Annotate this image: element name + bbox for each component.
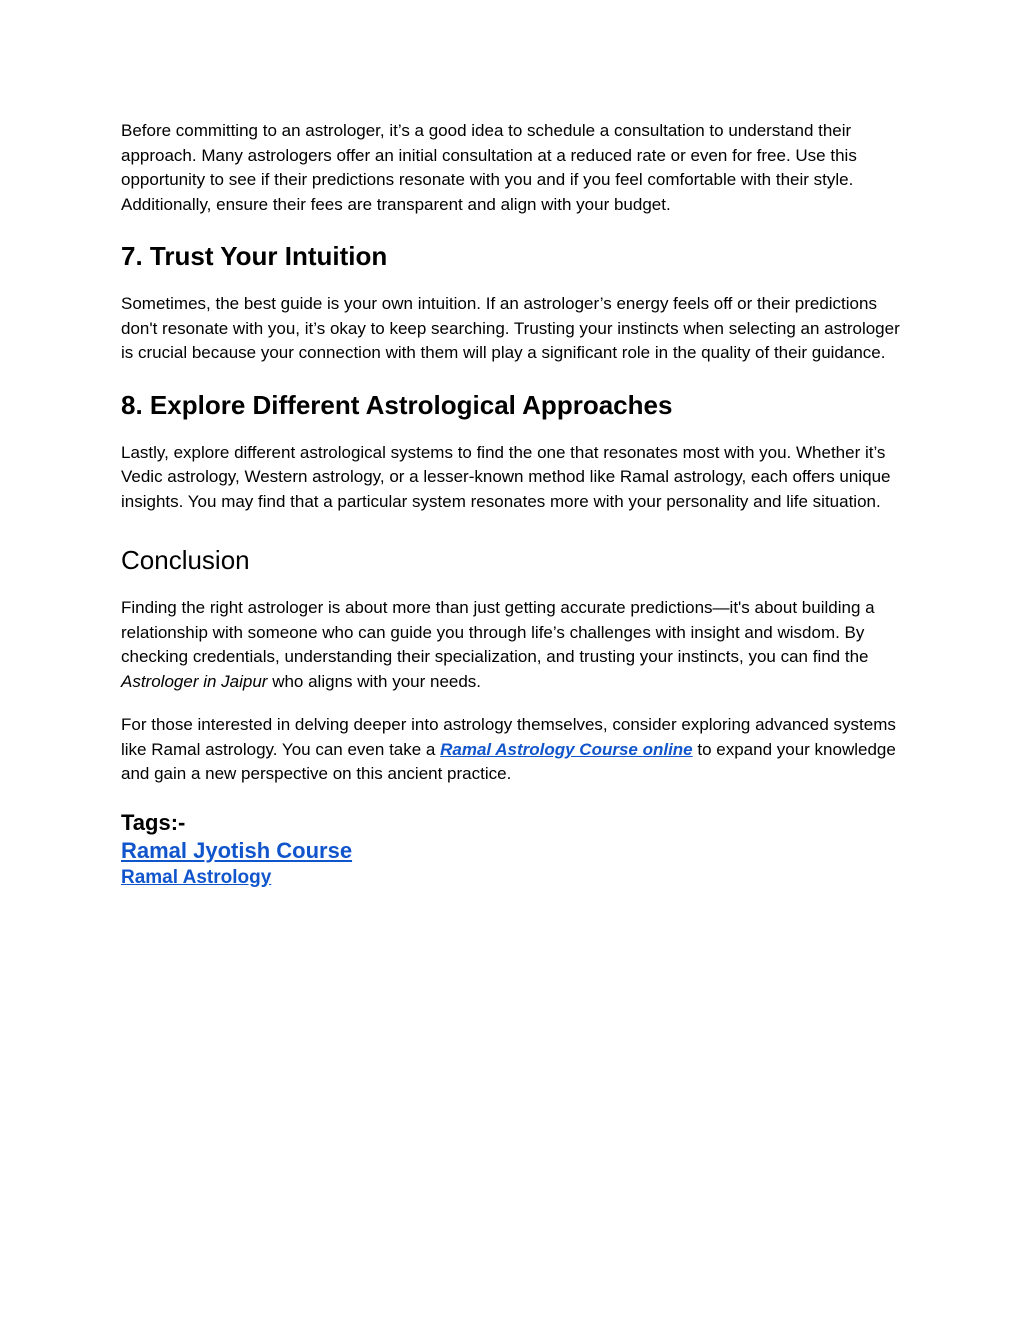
conclusion-paragraph-1 bbox=[121, 596, 911, 694]
conclusion-paragraph-2-end: to expand your knowledge and gain a new perspective on this ancient practice. bbox=[121, 739, 896, 783]
ramal-astrology-course-online-link[interactable]: Ramal Astrology Course online bbox=[440, 739, 693, 759]
intro-paragraph: Before committing to an astrologer, it’s a good idea to schedule a consultation to understand their approach. Many astrologers offer an initial consultation at a reduced rate or even for free. Use this opportunity to see if their predictions resonate with you and if you feel comfortable with their style. Additionally, ensure their fees are transparent and align with your budget. bbox=[121, 121, 857, 214]
document-page bbox=[121, 119, 911, 891]
section-8-heading: 8. Explore Different Astrological Approaches bbox=[121, 389, 673, 420]
tag-link-ramal-astrology[interactable]: Ramal Astrology bbox=[121, 866, 272, 888]
conclusion-paragraph-1-text: Finding the right astrologer is about more than just getting accurate predictions—it's about building a relationship with someone who can guide you through life’s challenges with insight and wisdom. By checking credentials, understanding their specialization, and trusting your instincts, you can find the bbox=[121, 598, 875, 666]
conclusion-paragraph-2 bbox=[121, 713, 911, 787]
conclusion-paragraph-1-end: who aligns with your needs. bbox=[267, 671, 482, 691]
conclusion-heading: Conclusion bbox=[121, 545, 250, 575]
tag-link-ramal-jyotish-course[interactable]: Ramal Jyotish Course bbox=[121, 837, 353, 863]
section-7-body: Sometimes, the best guide is your own intuition. If an astrologer’s energy feels off or their predictions don't resonate with you, it’s okay to keep searching. Trusting your instincts when selecting an astrologer is crucial because your connection with them will play a significant role in the quality of their guidance. bbox=[121, 294, 900, 362]
section-8-body: Lastly, explore different astrological systems to find the one that resonates most with you. Whether it’s Vedic astrology, Western astrology, or a lesser-known method like Ramal astrology, each offers unique insights. You may find that a particular system resonates more with your personality and life situation. bbox=[121, 442, 891, 511]
astrologer-in-jaipur-emphasis: Astrologer in Jaipur bbox=[121, 671, 268, 691]
tags-heading: Tags:- bbox=[121, 809, 186, 835]
section-7-heading: 7. Trust Your Intuition bbox=[121, 241, 388, 271]
conclusion-paragraph-2-text: For those interested in delving deeper into astrology themselves, consider exploring advanced systems like Ramal astrology. You can even take a bbox=[121, 715, 896, 759]
